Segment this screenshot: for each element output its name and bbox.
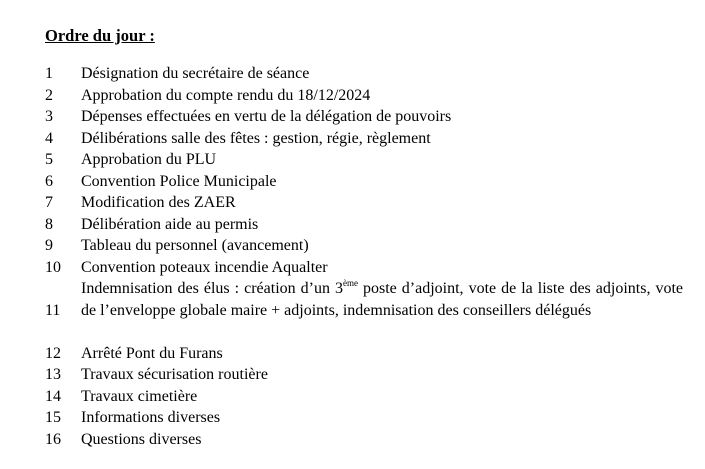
- item-number: 7: [45, 194, 53, 211]
- item-number: 14: [45, 387, 61, 405]
- item-text: Informations diverses: [81, 409, 221, 426]
- item-number: 16: [45, 430, 61, 448]
- agenda-heading: Ordre du jour :: [45, 26, 155, 45]
- item-number: 10: [45, 258, 61, 276]
- item-number: 8: [45, 215, 53, 233]
- item-text: Dépenses effectuées en vertu de la délégation de pouvoirs: [81, 108, 452, 125]
- item-number: 11: [45, 301, 61, 319]
- item-number: 5: [45, 151, 53, 168]
- item-text: Désignation du secrétaire de séance: [81, 65, 310, 82]
- item-number: 12: [45, 344, 61, 362]
- item-text: Tableau du personnel (avancement): [81, 237, 309, 254]
- item-text: Convention Police Municipale: [81, 172, 277, 190]
- item-text-part: poste d’adjoint, vote de la liste des adjoints, vote de l’enveloppe globale maire + adjoints, indemnisation des conseillers délégués: [81, 280, 684, 319]
- item-text: Délibération aide au permis: [81, 215, 259, 233]
- item-text: [81, 278, 683, 321]
- item-number: 13: [45, 366, 61, 383]
- item-text: Travaux cimetière: [81, 387, 198, 405]
- item-number: 15: [45, 409, 61, 426]
- item-text: Arrêté Pont du Furans: [81, 344, 223, 362]
- item-number: 3: [45, 108, 53, 125]
- item-text: Approbation du compte rendu du 18/12/2024: [81, 86, 371, 104]
- item-text: Travaux sécurisation routière: [81, 366, 268, 383]
- item-number: 6: [45, 172, 53, 190]
- item-number: 4: [45, 129, 53, 147]
- item-text: Questions diverses: [81, 430, 202, 448]
- item-number: 2: [45, 86, 53, 104]
- item-number: 9: [45, 237, 53, 254]
- item-text: Approbation du PLU: [81, 151, 217, 168]
- item-text-part: Indemnisation des élus : création d’un 3: [81, 280, 343, 297]
- ordinal-superscript: ème: [343, 278, 358, 288]
- item-text: Délibérations salle des fêtes : gestion, régie, règlement: [81, 129, 431, 147]
- item-text: Modification des ZAER: [81, 194, 236, 211]
- item-text: Convention poteaux incendie Aqualter: [81, 258, 328, 276]
- item-number: 1: [45, 65, 53, 82]
